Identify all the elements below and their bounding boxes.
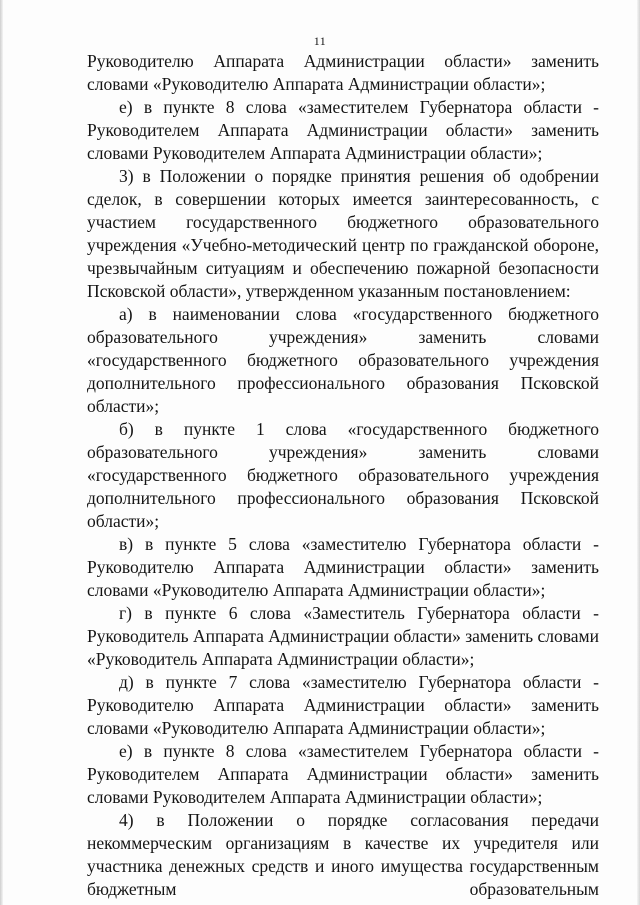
scan-edge-left: [0, 0, 3, 905]
document-body: [87, 50, 599, 901]
paragraph-item-g: г) в пункте 6 слова «Заместитель Губернатора области - Руководитель Аппарата Администрации области» заменить словами «Руководитель Аппарата Администрации области»;: [87, 603, 599, 669]
paragraph-item-d: д) в пункте 7 слова «заместителю Губернатора области - Руководителю Аппарата Администрации области» заменить словами «Руководителю Аппарата Администрации области»;: [87, 672, 599, 738]
paragraph-item-e-first: е) в пункте 8 слова «заместителем Губернатора области - Руководителем Аппарата Администрации области» заменить словами Руководителем Аппарата Администрации области»;: [87, 97, 599, 163]
paragraph-item-e-second: е) в пункте 8 слова «заместителем Губернатора области - Руководителем Аппарата Администрации области» заменить словами Руководителем Аппарата Администрации области»;: [87, 741, 599, 807]
paragraph-section-4: 4) в Положении о порядке согласования передачи некоммерческим организациям в качестве их учредителя или участника денежных средств и иного имущества государственным бюджетным образовательным: [87, 810, 599, 899]
paragraph-item-b: б) в пункте 1 слова «государственного бюджетного образовательного учреждения» заменить словами «государственного бюджетного образовательного учреждения дополнительного профессионального образования Псковской области»;: [87, 419, 599, 531]
paragraph-item-v: в) в пункте 5 слова «заместителю Губернатора области - Руководителю Аппарата Администрации области» заменить словами «Руководителю Аппарата Администрации области»;: [87, 534, 599, 600]
paragraph-item-a: а) в наименовании слова «государственного бюджетного образовательного учреждения» заменить словами «государственного бюджетного образовательного учреждения дополнительного профессионального образования Псковской области»;: [87, 304, 599, 416]
paragraph-continuation: Руководителю Аппарата Администрации области» заменить словами «Руководителю Аппарата Администрации области»;: [87, 51, 599, 94]
page-number: 11: [313, 34, 327, 48]
paragraph-section-3: 3) в Положении о порядке принятия решения об одобрении сделок, в совершении которых имеется заинтересованность, с участием государственного бюджетного образовательного учреждения «Учебно-методический центр по гражданской обороне, чрезвычайным ситуациям и обеспечению пожарной безопасности Псковской области», утвержденном указанным постановлением:: [87, 166, 599, 301]
